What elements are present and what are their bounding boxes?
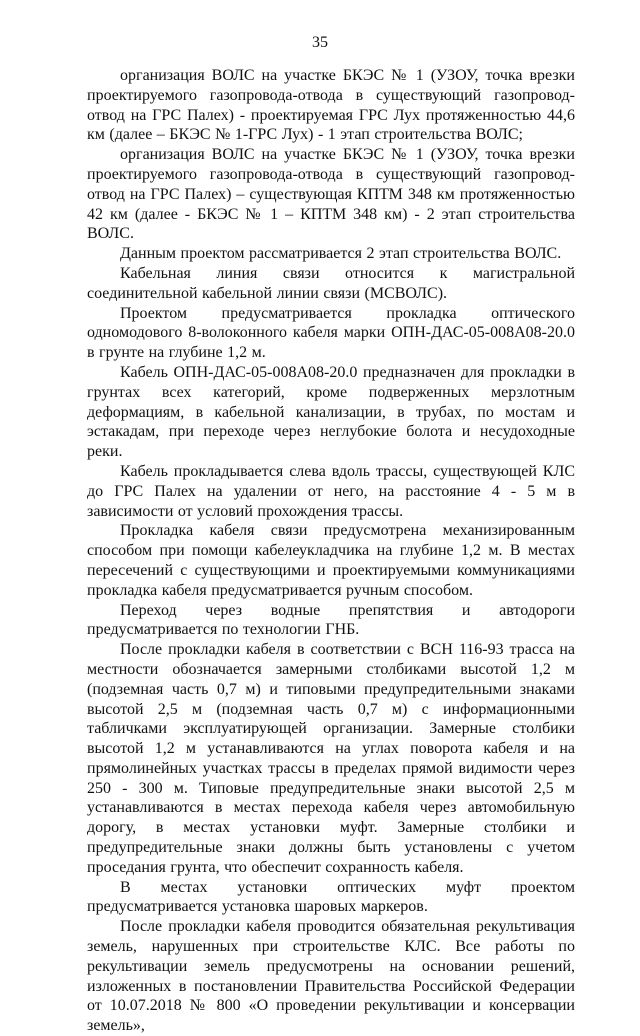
paragraph-project-scope: Данным проектом рассматривается 2 этап строительства ВОЛС. — [120, 245, 562, 263]
paragraph-cable-route: Кабель прокладывается слева вдоль трассы, существующей КЛС до ГРС Палех на удалении от него, на расстояние 4 - 5 м в зависимости от условий прохождения трассы. — [87, 462, 575, 520]
paragraph-cable-laying: Проектом предусматривается прокладка оптического одномодового 8-волоконного кабеля марки ОПН-ДАС-05-008А08-20.0 в грунте на глубине 1,2 м. — [87, 304, 575, 362]
paragraph-markers: В местах установки оптических муфт проектом предусматривается установка шаровых маркеров. — [87, 878, 575, 916]
page-number: 35 — [312, 34, 328, 51]
paragraph-line-class: Кабельная линия связи относится к магистральной соединительной кабельной линии связи (МСВОЛС). — [87, 264, 575, 302]
paragraph-stage2-line: организация ВОЛС на участке БКЭС № 1 (УЗОУ, точка врезки проектируемого газопровода-отвода в существующий газопровод-отвод на ГРС Палех) – существующая КПТМ 348 км протяженностью 42 км (далее - БКЭС № 1 – КПТМ 348 км) - 2 этап строительства ВОЛС. — [87, 146, 575, 243]
paragraph-cable-purpose: Кабель ОПН-ДАС-05-008А08-20.0 предназначен для прокладки в грунтах всех категорий, кроме подверженных мерзлотным деформациям, в кабельной канализации, в трубах, по мостам и эстакадам, при переходе через неглубокие болота и несудоходные реки. — [87, 363, 575, 461]
paragraph-route-marking: После прокладки кабеля в соответствии с ВСН 116-93 трасса на местности обозначается замерными столбиками высотой 1,2 м (подземная часть 0,7 м) и типовыми предупредительными знаками высотой 2,5 м (подземная часть 0,7 м) с информационными табличками эксплуатирующей организации. Замерные столбики высотой 1,2 м устанавливаются на углах поворота кабеля и на прямолинейных участках трассы в пределах прямой видимости через 250 - 300 м. Типовые предупредительные знаки высотой 2,5 м устанавливаются в местах перехода кабеля через автомобильную дорогу, в местах установки муфт. Замерные столбики и предупредительные знаки должны быть установлены с учетом проседания грунта, что обеспечит сохранность кабеля. — [87, 641, 575, 876]
paragraph-crossings: Переход через водные препятствия и автодороги предусматривается по технологии ГНБ. — [87, 601, 575, 639]
paragraph-recultivation: После прокладки кабеля проводится обязательная рекультивация земель, нарушенных при строительстве КЛС. Все работы по рекультивации земель предусмотрены на основании решений, изложенных в постановлении Правительства Российской Федерации от 10.07.2018 № 800 «О проведении рекультивации и консервации земель», — [87, 918, 575, 1035]
paragraph-stage1-line: организация ВОЛС на участке БКЭС № 1 (УЗОУ, точка врезки проектируемого газопровода-отвода в существующий газопровод-отвод на ГРС Палех) - проектируемая ГРС Лух протяженностью 44,6 км (далее – БКЭС № 1-ГРС Лух) - 1 этап строительства ВОЛС; — [87, 67, 575, 144]
body-text — [87, 66, 575, 1036]
paragraph-laying-method: Прокладка кабеля связи предусмотрена механизированным способом при помощи кабелеукладчика на глубине 1,2 м. В местах пересечений с существующими и проектируемыми коммуникациями прокладка кабеля предусматривается ручным способом. — [87, 522, 575, 599]
